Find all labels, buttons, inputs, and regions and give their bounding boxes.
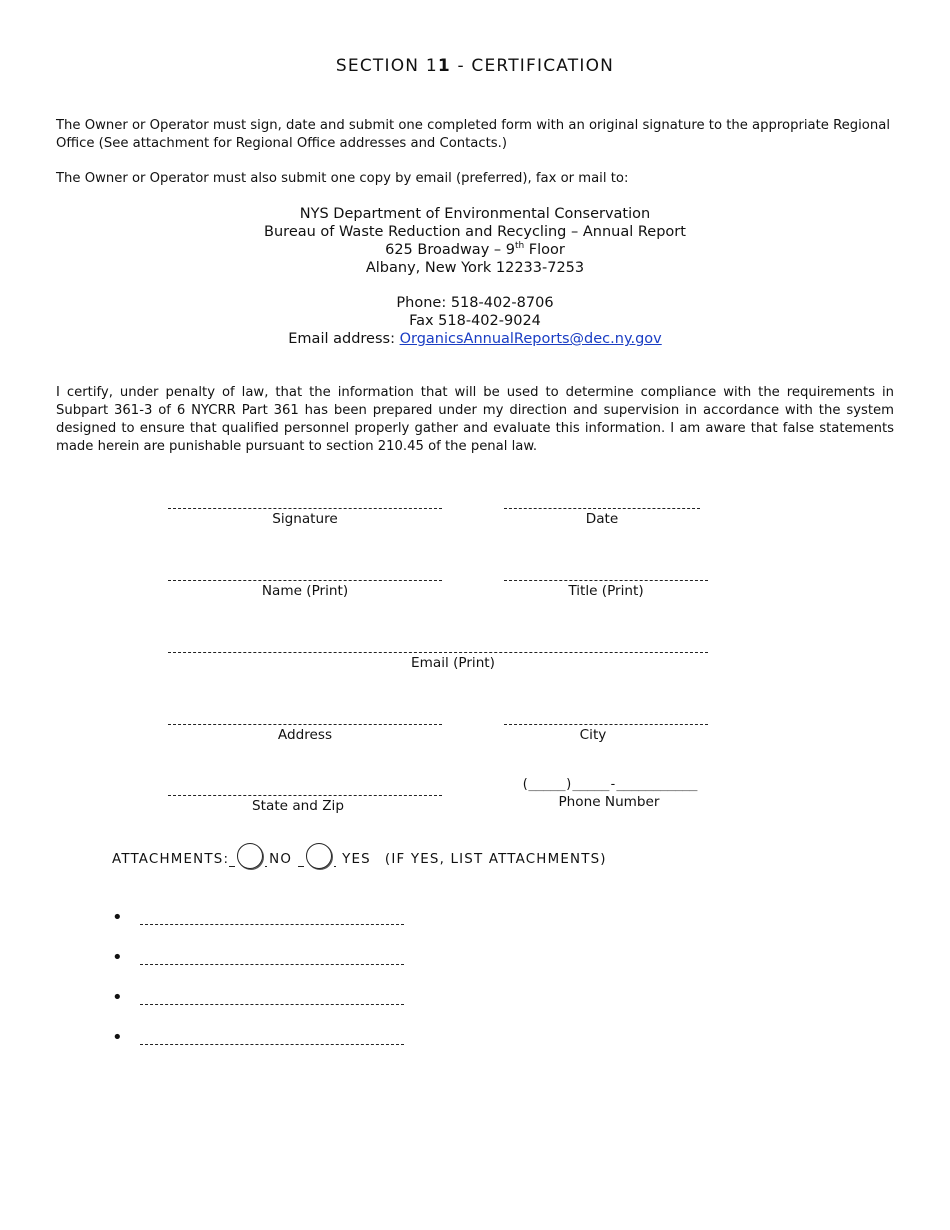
- address-email: [0, 330, 950, 348]
- list-item[interactable]: [112, 1005, 404, 1048]
- attachments-label: ATTACHMENTS:: [112, 851, 230, 867]
- list-item[interactable]: [112, 925, 404, 968]
- address-fax: Fax 518-402-9024: [409, 313, 541, 329]
- title-bold-digit: 1: [437, 56, 451, 76]
- title-prefix: SECTION 11: [335, 56, 451, 76]
- address-city: Albany, New York 12233-7253: [365, 260, 585, 276]
- title-label: Title (Print): [568, 583, 644, 599]
- attachments-row: [112, 846, 607, 872]
- address-street-post: Floor: [524, 242, 565, 258]
- attachment-line[interactable]: [140, 954, 404, 965]
- phone-field[interactable]: [503, 777, 715, 811]
- yes-radio[interactable]: [306, 843, 332, 869]
- date-label: Date: [585, 511, 619, 527]
- address-field[interactable]: [167, 712, 443, 744]
- bullet-icon: •: [112, 907, 123, 928]
- date-field[interactable]: [503, 496, 701, 528]
- city-label: City: [579, 727, 607, 743]
- title-suffix: - CERTIFICATION: [450, 56, 615, 76]
- name-line[interactable]: [168, 568, 442, 581]
- state-zip-field[interactable]: [167, 783, 443, 815]
- address-street: [0, 241, 950, 259]
- page-title: [0, 56, 950, 76]
- title-line[interactable]: [504, 568, 708, 581]
- email-field[interactable]: [167, 640, 709, 672]
- no-label: NO: [269, 851, 293, 867]
- city-line[interactable]: [504, 712, 708, 725]
- attachments-list: [112, 885, 404, 1048]
- signature-line[interactable]: [168, 496, 442, 509]
- instructions-paragraph-1: The Owner or Operator must sign, date and submit one completed form with an original signature to the appropriate Regional Office (See attachment for Regional Office addresses and Contacts.): [56, 118, 890, 151]
- phone-line[interactable]: (_____)_____-___________: [521, 777, 697, 792]
- state-zip-line[interactable]: [168, 783, 442, 796]
- name-label: Name (Print): [261, 583, 349, 599]
- address-phone: Phone: 518-402-8706: [396, 295, 554, 311]
- address-street-pre: 625 Broadway – 9: [385, 242, 515, 258]
- list-item[interactable]: [112, 885, 404, 928]
- address-line[interactable]: [168, 712, 442, 725]
- list-item[interactable]: [112, 965, 404, 1008]
- attachments-note: (IF YES, LIST ATTACHMENTS): [384, 851, 607, 867]
- email-line[interactable]: [168, 640, 708, 653]
- email-label: Email address:: [288, 331, 400, 347]
- address-street-sup: th: [514, 241, 525, 251]
- date-line[interactable]: [504, 496, 700, 509]
- certification-statement: I certify, under penalty of law, that the information that will be used to determine compliance with the requirements in Subpart 361-3 of 6 NYCRR Part 361 has been prepared under my direction and supervision in accordance with the system designed to ensure that qualified personnel properly gather and evaluate this information. I am aware that false statements made herein are punishable pursuant to section 210.45 of the penal law.: [56, 385, 894, 454]
- attachment-line[interactable]: [140, 1034, 404, 1045]
- email-print-label: Email (Print): [411, 655, 495, 671]
- city-field[interactable]: [503, 712, 709, 744]
- attachment-line[interactable]: [140, 994, 404, 1005]
- bullet-icon: •: [112, 1027, 123, 1048]
- bullet-icon: •: [112, 947, 123, 968]
- no-radio[interactable]: [237, 843, 263, 869]
- phone-label: Phone Number: [558, 794, 660, 810]
- title-field[interactable]: [503, 568, 709, 600]
- mailing-address: [0, 205, 950, 348]
- state-zip-label: State and Zip: [252, 798, 344, 814]
- email-link[interactable]: OrganicsAnnualReports@dec.ny.gov: [399, 331, 662, 347]
- address-label: Address: [277, 727, 333, 743]
- attachment-line[interactable]: [140, 914, 404, 925]
- name-field[interactable]: [167, 568, 443, 600]
- address-org: NYS Department of Environmental Conservation: [299, 206, 651, 222]
- signature-label: Signature: [272, 511, 338, 527]
- bullet-icon: •: [112, 987, 123, 1008]
- instructions-paragraph-2: The Owner or Operator must also submit one copy by email (preferred), fax or mail to:: [56, 171, 629, 186]
- address-bureau: Bureau of Waste Reduction and Recycling – Annual Report: [264, 224, 686, 240]
- yes-label: YES: [342, 851, 371, 867]
- signature-field[interactable]: [167, 496, 443, 528]
